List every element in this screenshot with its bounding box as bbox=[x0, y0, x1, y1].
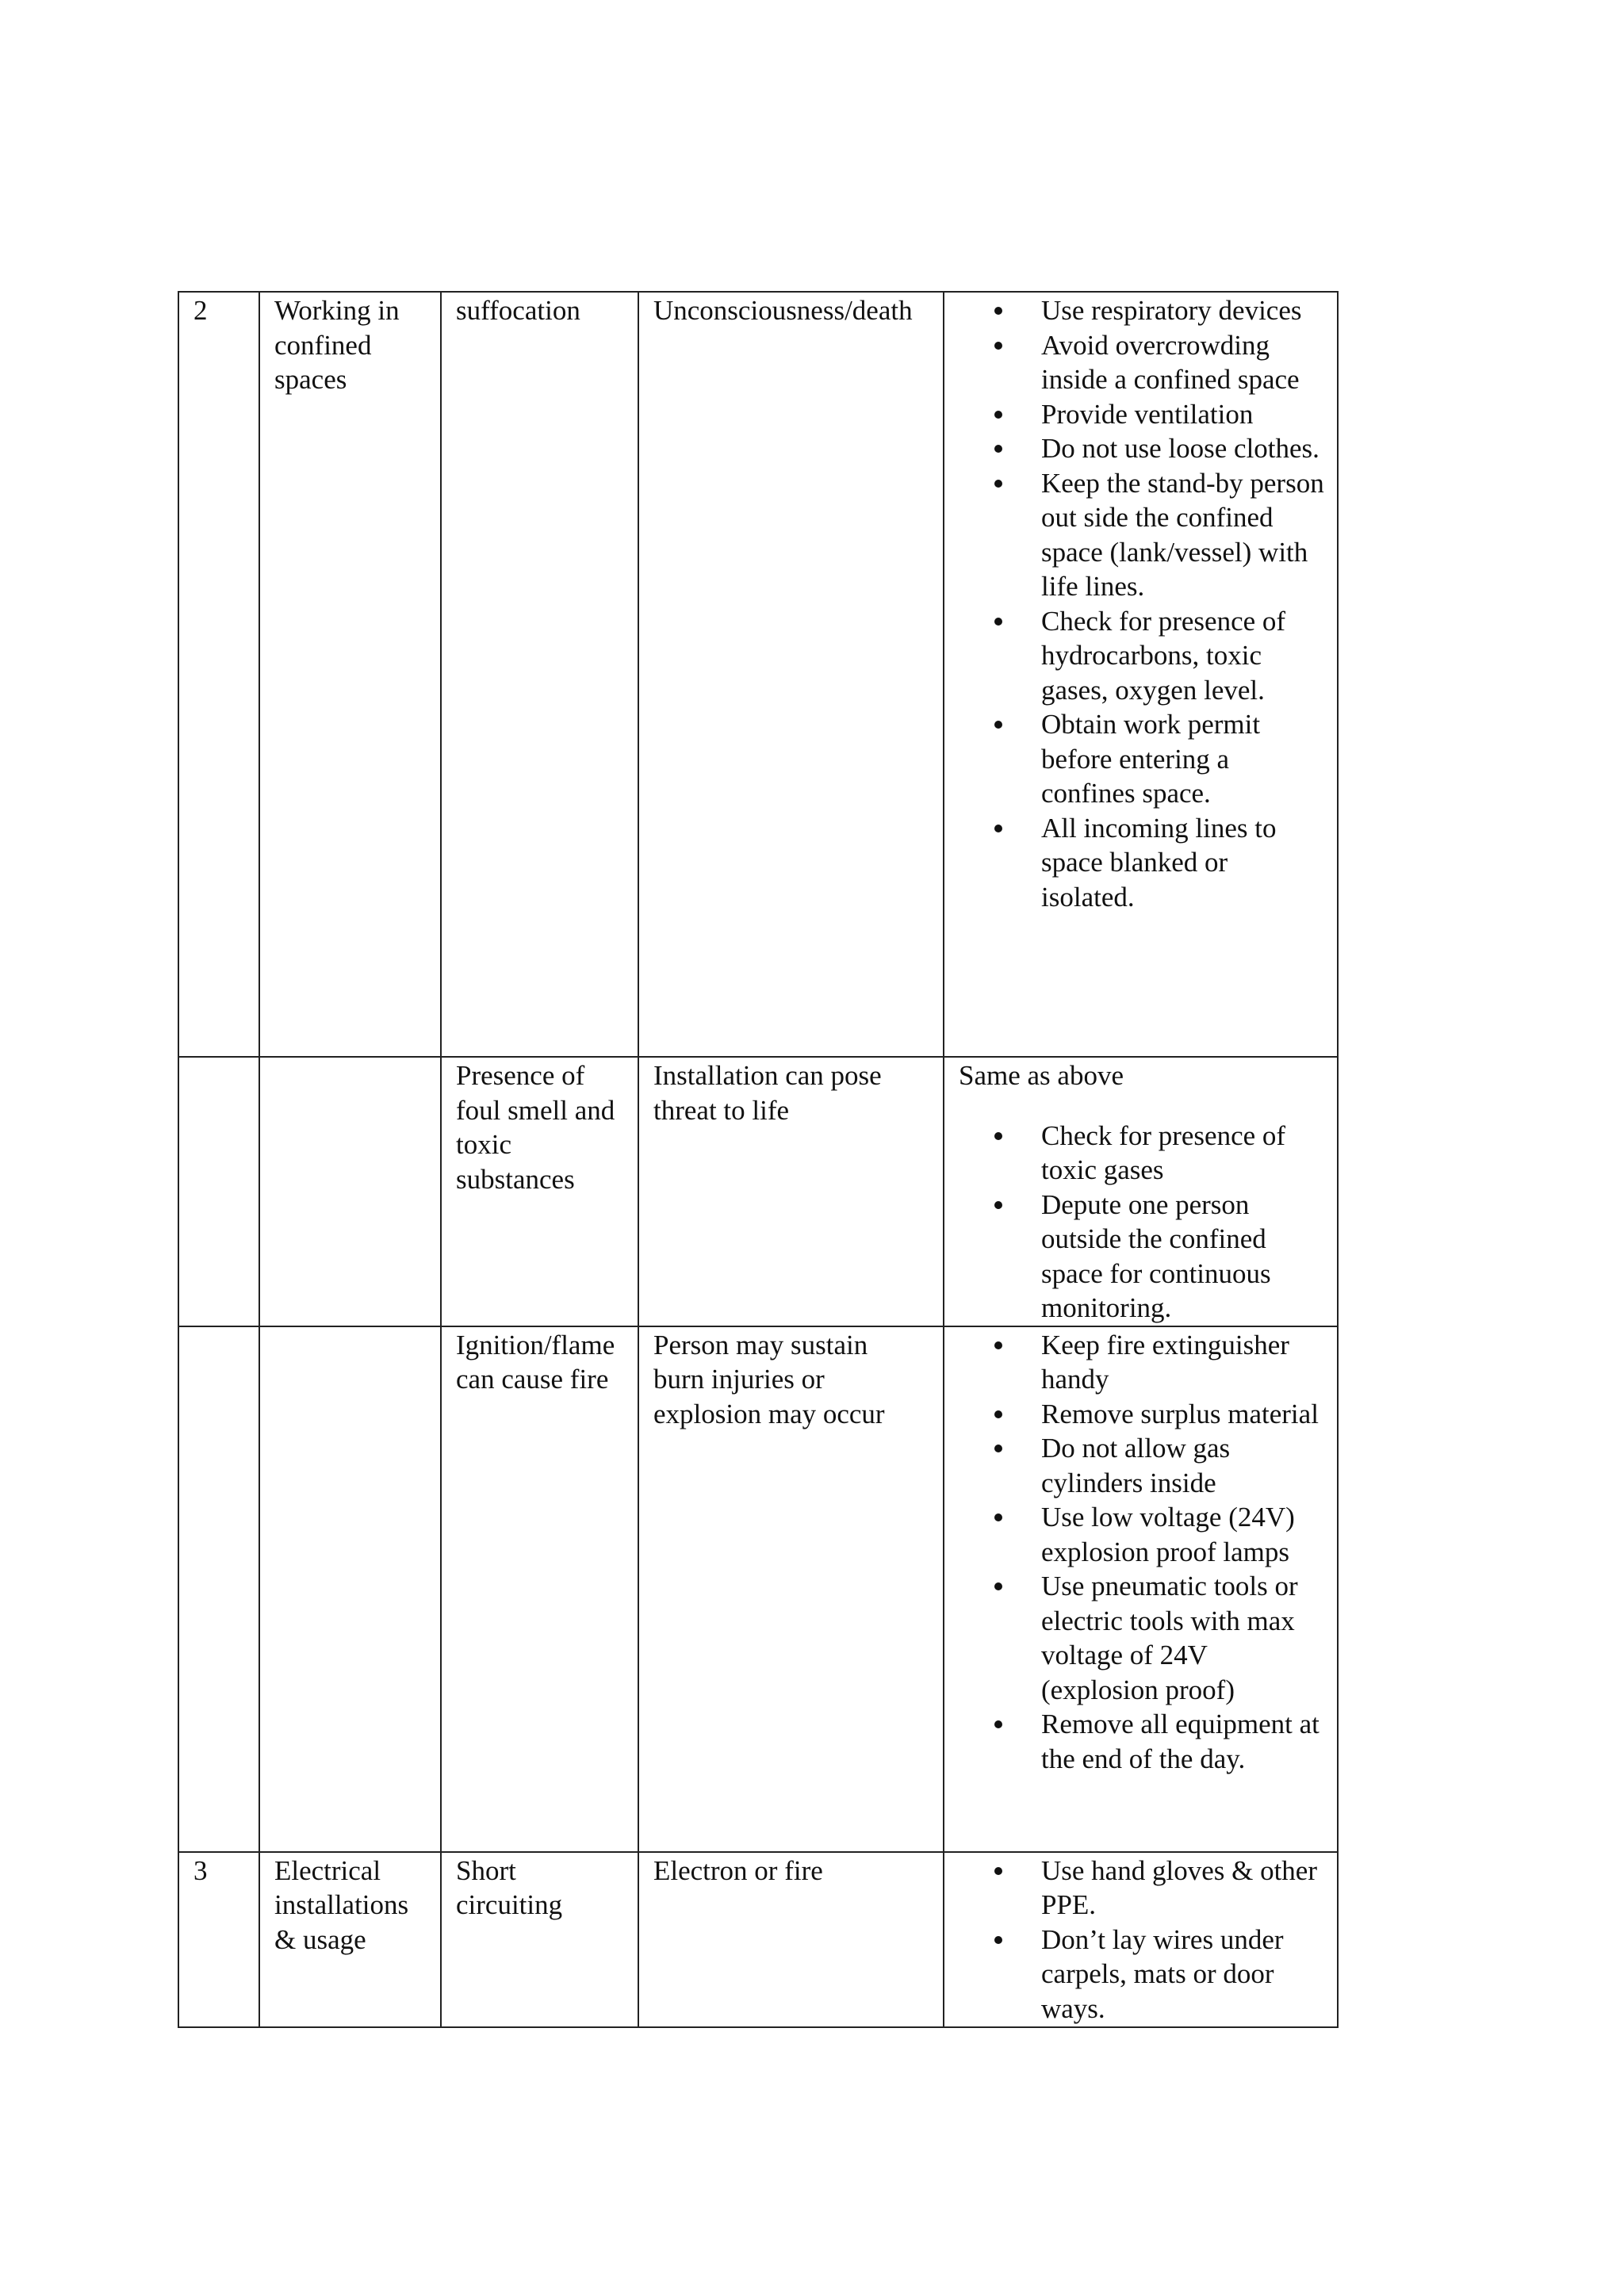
control-measures-list bbox=[959, 1854, 1324, 2026]
control-measure-item: Use pneumatic tools or electric tools with max voltage of 24V (explosion proof) bbox=[1041, 1569, 1324, 1707]
control-measure-item: Do not allow gas cylinders inside bbox=[1041, 1431, 1324, 1500]
control-measures-list bbox=[959, 293, 1324, 914]
control-measure-item: Depute one person outside the confined space for continuous monitoring. bbox=[1041, 1188, 1324, 1326]
hazard-line: Presence of bbox=[456, 1060, 585, 1091]
serial-number-cell bbox=[178, 1057, 259, 1326]
hazard-line: Short bbox=[456, 1854, 516, 1886]
activity-cell bbox=[259, 1852, 441, 2027]
serial-number-cell bbox=[178, 1852, 259, 2027]
hazard-cell bbox=[441, 1326, 638, 1852]
same-as-above-note: Same as above bbox=[959, 1060, 1124, 1091]
risk-cell bbox=[638, 292, 944, 1057]
serial-number: 2 bbox=[193, 295, 208, 326]
control-measure-item: Obtain work permit before entering a confines space. bbox=[1041, 707, 1324, 811]
hazard-cell bbox=[441, 1852, 638, 2027]
serial-number: 3 bbox=[193, 1854, 208, 1886]
hazard-line: circuiting bbox=[456, 1889, 563, 1920]
hazard-risk-table bbox=[178, 291, 1339, 2028]
control-measure-item: Check for presence of hydrocarbons, toxic gases, oxygen level. bbox=[1041, 604, 1324, 708]
activity-line: spaces bbox=[274, 364, 347, 395]
control-measure-item: Remove surplus material bbox=[1041, 1397, 1324, 1432]
control-measure-item: Avoid overcrowding inside a confined space bbox=[1041, 328, 1324, 397]
control-measure-item: Provide ventilation bbox=[1041, 397, 1324, 432]
activity-cell bbox=[259, 1326, 441, 1852]
control-measure-item: Do not use loose clothes. bbox=[1041, 431, 1324, 466]
control-measures-cell bbox=[944, 1852, 1338, 2027]
table-row bbox=[178, 1326, 1338, 1852]
activity-line: Electrical bbox=[274, 1854, 381, 1886]
hazard-line: can cause fire bbox=[456, 1364, 609, 1395]
control-measure-item: Keep the stand-by person out side the confined space (lank/vessel) with life lines. bbox=[1041, 466, 1324, 604]
serial-number-cell bbox=[178, 292, 259, 1057]
hazard-line: toxic bbox=[456, 1129, 511, 1160]
activity-cell bbox=[259, 292, 441, 1057]
control-measures-cell bbox=[944, 292, 1338, 1057]
serial-number-cell bbox=[178, 1326, 259, 1852]
hazard-cell bbox=[441, 292, 638, 1057]
risk-line: Installation can pose bbox=[653, 1060, 882, 1091]
hazard-line: foul smell and bbox=[456, 1094, 615, 1126]
control-measure-item: Keep fire extinguisher handy bbox=[1041, 1328, 1324, 1397]
control-measures-list bbox=[959, 1328, 1324, 1777]
risk-cell bbox=[638, 1326, 944, 1852]
hazard-line: Ignition/flame bbox=[456, 1329, 615, 1360]
control-measure-item: Use low voltage (24V) explosion proof lamps bbox=[1041, 1500, 1324, 1569]
control-measures-cell bbox=[944, 1057, 1338, 1326]
risk-line: threat to life bbox=[653, 1094, 790, 1126]
table-row bbox=[178, 1057, 1338, 1326]
activity-line: Working in bbox=[274, 295, 400, 326]
control-measure-item: All incoming lines to space blanked or isolated. bbox=[1041, 811, 1324, 915]
control-measure-item: Don’t lay wires under carpels, mats or door ways. bbox=[1041, 1923, 1324, 2026]
hazard-line: suffocation bbox=[456, 295, 580, 326]
control-measure-item: Use respiratory devices bbox=[1041, 293, 1324, 328]
control-measures-cell bbox=[944, 1326, 1338, 1852]
control-measures-list bbox=[959, 1119, 1324, 1326]
risk-line: Unconsciousness/death bbox=[653, 295, 913, 326]
risk-line: burn injuries or bbox=[653, 1364, 825, 1395]
risk-line: explosion may occur bbox=[653, 1398, 885, 1429]
activity-cell bbox=[259, 1057, 441, 1326]
risk-line: Person may sustain bbox=[653, 1329, 868, 1360]
table-row bbox=[178, 1852, 1338, 2027]
risk-cell bbox=[638, 1852, 944, 2027]
control-measure-item: Use hand gloves & other PPE. bbox=[1041, 1854, 1324, 1923]
activity-line: installations bbox=[274, 1889, 409, 1920]
risk-cell bbox=[638, 1057, 944, 1326]
table-row bbox=[178, 292, 1338, 1057]
activity-line: & usage bbox=[274, 1923, 366, 1955]
hazard-cell bbox=[441, 1057, 638, 1326]
risk-line: Electron or fire bbox=[653, 1854, 823, 1886]
control-measure-item: Remove all equipment at the end of the day. bbox=[1041, 1707, 1324, 1776]
hazard-line: substances bbox=[456, 1163, 575, 1195]
control-measure-item: Check for presence of toxic gases bbox=[1041, 1119, 1324, 1188]
activity-line: confined bbox=[274, 329, 372, 361]
